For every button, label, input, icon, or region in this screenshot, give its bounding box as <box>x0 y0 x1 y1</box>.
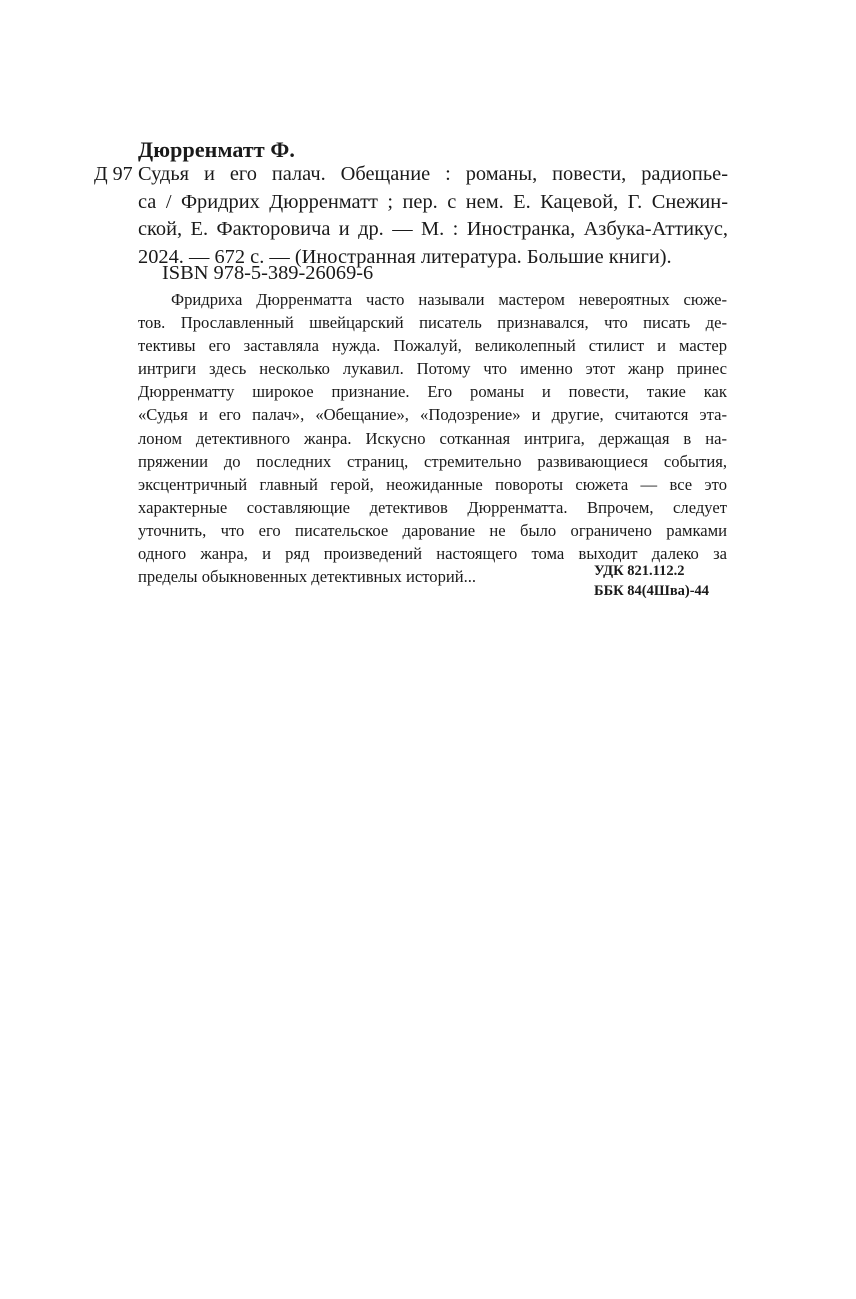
annotation-line: характерные составляющие детективов Дюрренматта. Впрочем, следует <box>138 497 727 517</box>
annotation-line: пряжении до последних страниц, стремительно развивающиеся события, <box>138 451 727 471</box>
annotation-line: Дюрренматту широкое признание. Его романы и повести, такие как <box>138 382 727 402</box>
annotation <box>138 288 727 588</box>
annotation-line: тов. Прославленный швейцарский писатель признавался, что писать де- <box>138 313 727 333</box>
author-heading: Дюрренматт Ф. <box>138 137 295 162</box>
bbk-code: ББК 84(4Шва)-44 <box>594 583 710 599</box>
annotation-line: тективы его заставляла нужда. Пожалуй, великолепный стилист и мастер <box>138 336 727 356</box>
annotation-line: эксцентричный главный герой, неожиданные повороты сюжета — все это <box>138 474 727 494</box>
annotation-line: пределы обыкновенных детективных историй... <box>138 567 477 587</box>
bibliographic-line: 2024. — 672 с. — (Иностранная литература. Большие книги). <box>138 245 672 268</box>
bibliographic-description <box>138 161 728 271</box>
isbn: ISBN 978-5-389-26069-6 <box>162 262 374 284</box>
bibliographic-line: Судья и его палач. Обещание : романы, повести, радиопье- <box>138 163 728 185</box>
annotation-line: «Судья и его палач», «Обещание», «Подозрение» и другие, считаются эта- <box>138 405 727 425</box>
udk-code: УДК 821.112.2 <box>594 563 685 579</box>
shelf-code: Д 97 <box>94 163 133 185</box>
classification-codes <box>594 561 709 601</box>
annotation-line: одного жанра, и ряд произведений настоящего тома выходит далеко за <box>138 544 727 564</box>
bibliographic-line: ской, Е. Факторовича и др. — М. : Иностранка, Азбука-Аттикус, <box>138 218 728 240</box>
annotation-line: уточнить, что его писательское дарование не было ограничено рамками <box>138 520 727 540</box>
bibliographic-line: са / Фридрих Дюрренматт ; пер. с нем. Е. Кацевой, Г. Снежин- <box>138 190 728 213</box>
annotation-line: интриги здесь несколько лукавил. Потому что именно этот жанр принес <box>138 359 727 379</box>
annotation-line: Фридриха Дюрренматта часто называли мастером невероятных сюже- <box>171 290 727 309</box>
annotation-line: лоном детективного жанра. Искусно сотканная интрига, держащая в на- <box>138 428 727 448</box>
